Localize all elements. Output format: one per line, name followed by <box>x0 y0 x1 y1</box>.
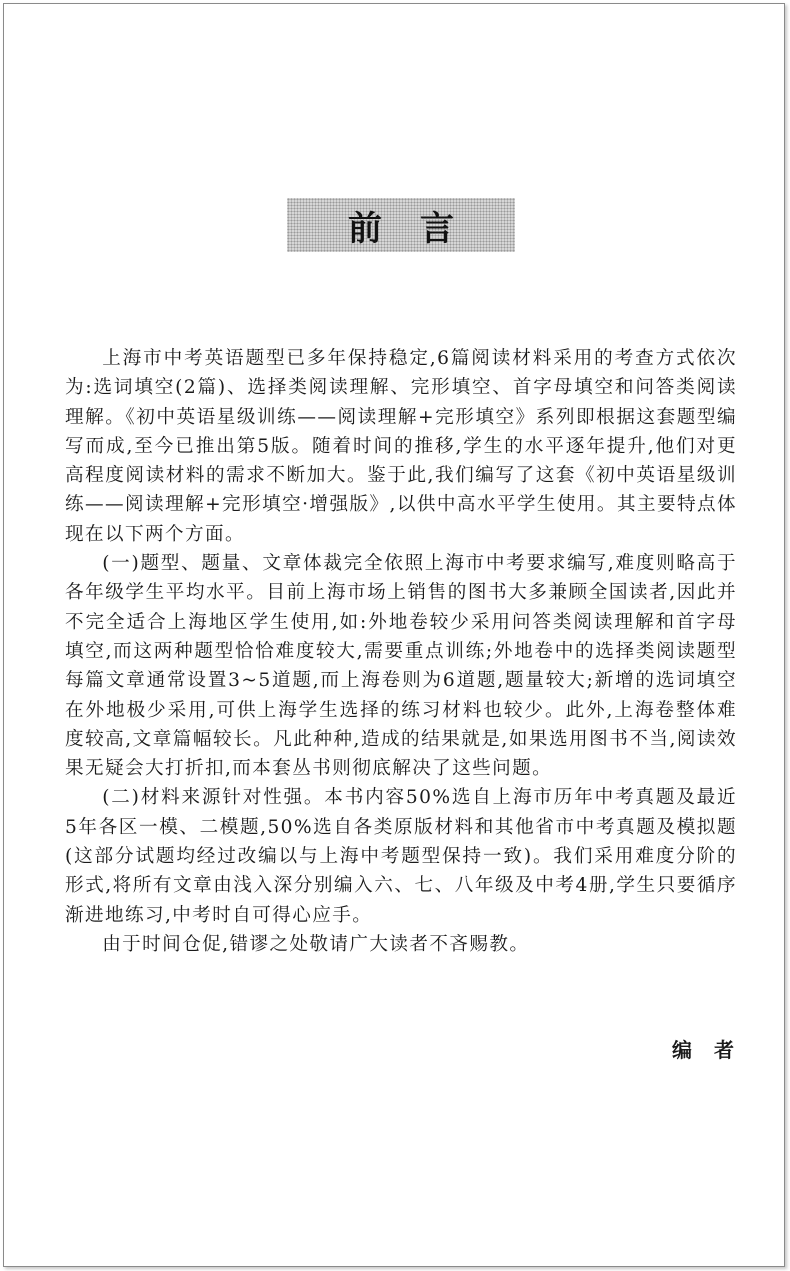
signature: 编者 <box>672 1038 756 1062</box>
preface-body <box>65 344 737 959</box>
document-page <box>3 3 785 1267</box>
paragraph-closing: 由于时间仓促,错谬之处敬请广大读者不吝赐教。 <box>102 933 530 955</box>
title-box <box>287 198 515 252</box>
paragraph-intro: 上海市中考英语题型已多年保持稳定,6篇阅读材料采用的考查方式依次为:选词填空(2篇)、选择类阅读理解、完形填空、首字母填空和问答类阅读理解。《初中英语星级训练——阅读理解+完形填空》系列即根据这套题型编写而成,至今已推出第5版。随着时间的推移,学生的水平逐年提升,他们对更高程度阅读材料的需求不断加大。鉴于此,我们编写了这套《初中英语星级训练——阅读理解+完形填空·增强版》,以供中高水平学生使用。其主要特点体现在以下两个方面。 <box>65 348 737 545</box>
paragraph-feature-1: (一)题型、题量、文章体裁完全依照上海市中考要求编写,难度则略高于各年级学生平均水平。目前上海市场上销售的图书大多兼顾全国读者,因此并不完全适合上海地区学生使用,如:外地卷较少采用问答类阅读理解和首字母填空,而这两种题型恰恰难度较大,需要重点训练;外地卷中的选择类阅读题型每篇文章通常设置3~5道题,而上海卷则为6道题,题量较大;新增的选词填空在外地极少采用,可供上海学生选择的练习材料也较少。此外,上海卷整体难度较高,文章篇幅较长。凡此种种,造成的结果就是,如果选用图书不当,阅读效果无疑会大打折扣,而本套丛书则彻底解决了这些问题。 <box>65 553 737 780</box>
paragraph-feature-2: (二)材料来源针对性强。本书内容50%选自上海市历年中考真题及最近5年各区一模、二模题,50%选自各类原版材料和其他省市中考真题及模拟题(这部分试题均经过改编以与上海中考题型保持一致)。我们采用难度分阶的形式,将所有文章由浅入深分别编入六、七、八年级及中考4册,学生只要循序渐进地练习,中考时自可得心应手。 <box>65 787 737 926</box>
page-title: 前言 <box>348 208 492 249</box>
